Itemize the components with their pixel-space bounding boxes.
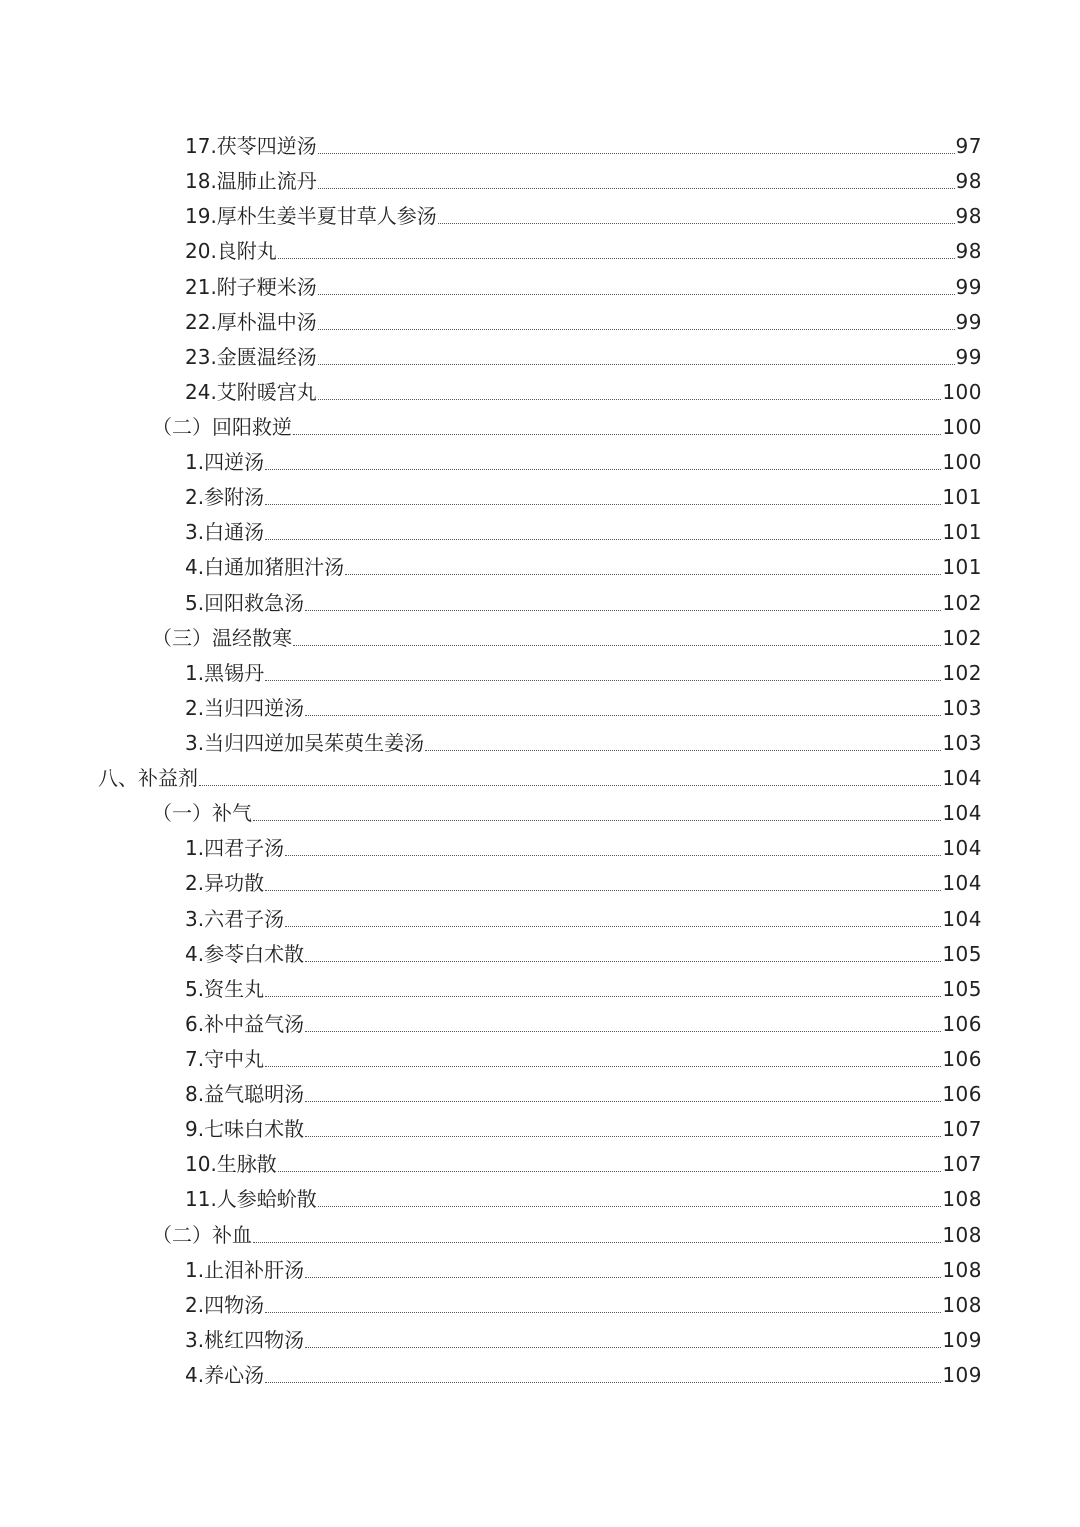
dot-leader [305, 1030, 941, 1032]
toc-entry-title: 5.资生丸 [185, 976, 265, 1001]
dot-leader [285, 925, 941, 927]
toc-entry-page-number: 105 [942, 941, 982, 966]
toc-entry-page-number: 109 [942, 1362, 982, 1387]
dot-leader [305, 1276, 941, 1278]
toc-entry[interactable] [0, 1180, 1080, 1215]
toc-entry[interactable] [0, 829, 1080, 864]
toc-entry[interactable] [0, 232, 1080, 267]
dot-leader [305, 1100, 941, 1102]
dot-leader [425, 749, 941, 751]
toc-entry-title: 18.温肺止流丹 [185, 169, 317, 194]
toc-entry[interactable] [0, 373, 1080, 408]
toc-entry-page-number: 102 [942, 590, 982, 615]
toc-entry-title: 9.七味白术散 [185, 1117, 305, 1142]
toc-entry-title: 5.回阳救急汤 [185, 590, 305, 615]
toc-entry-title: 7.守中丸 [185, 1046, 265, 1071]
toc-entry-page-number: 99 [955, 344, 982, 369]
toc-entry-page-number: 107 [942, 1152, 982, 1177]
toc-entry[interactable] [0, 583, 1080, 618]
toc-entry[interactable] [0, 1215, 1080, 1250]
toc-entry-page-number: 104 [942, 906, 982, 931]
toc-entry-page-number: 101 [942, 555, 982, 580]
toc-entry[interactable] [0, 408, 1080, 443]
dot-leader [345, 573, 941, 575]
toc-entry-title: 20.良附丸 [185, 239, 277, 264]
toc-entry[interactable] [0, 127, 1080, 162]
toc-entry-title: （一）补气 [152, 801, 252, 826]
toc-entry-page-number: 100 [942, 450, 982, 475]
toc-entry-page-number: 108 [942, 1222, 982, 1247]
toc-entry-page-number: 106 [942, 1046, 982, 1071]
dot-leader [285, 854, 941, 856]
toc-entry-page-number: 101 [942, 520, 982, 545]
dot-leader [265, 538, 941, 540]
dot-leader [318, 1205, 942, 1207]
toc-entry-title: 3.桃红四物汤 [185, 1327, 305, 1352]
toc-entry[interactable] [0, 1040, 1080, 1075]
toc-entry[interactable] [0, 1251, 1080, 1286]
toc-entry-title: 4.白通加猪胆汁汤 [185, 555, 345, 580]
toc-entry[interactable] [0, 1005, 1080, 1040]
dot-leader [278, 257, 955, 259]
dot-leader [318, 152, 955, 154]
toc-entry-title: 22.厚朴温中汤 [185, 309, 317, 334]
toc-entry[interactable] [0, 1075, 1080, 1110]
toc-entry-page-number: 103 [942, 695, 982, 720]
toc-entry-title: 2.当归四逆汤 [185, 695, 305, 720]
toc-entry-page-number: 102 [942, 660, 982, 685]
toc-entry-page-number: 104 [942, 766, 982, 791]
toc-entry[interactable] [0, 338, 1080, 373]
toc-entry[interactable] [0, 899, 1080, 934]
toc-entry[interactable] [0, 1286, 1080, 1321]
dot-leader [438, 222, 955, 224]
dot-leader [305, 714, 941, 716]
toc-entry-title: 23.金匮温经汤 [185, 344, 317, 369]
toc-entry-title: 3.当归四逆加吴茱萸生姜汤 [185, 730, 425, 755]
toc-entry[interactable] [0, 759, 1080, 794]
toc-entry[interactable] [0, 303, 1080, 338]
table-of-contents [0, 127, 1080, 1391]
toc-entry-title: 2.异功散 [185, 871, 265, 896]
toc-entry-title: 10.生脉散 [185, 1152, 277, 1177]
toc-entry-page-number: 98 [955, 239, 982, 264]
toc-entry-page-number: 98 [955, 204, 982, 229]
dot-leader [265, 1065, 941, 1067]
toc-entry-page-number: 100 [942, 379, 982, 404]
toc-entry-page-number: 100 [942, 414, 982, 439]
dot-leader [253, 1241, 941, 1243]
dot-leader [265, 468, 941, 470]
toc-entry[interactable] [0, 443, 1080, 478]
dot-leader [278, 1170, 942, 1172]
toc-entry-page-number: 108 [942, 1292, 982, 1317]
toc-entry[interactable] [0, 970, 1080, 1005]
dot-leader [305, 609, 941, 611]
dot-leader [265, 1311, 941, 1313]
toc-entry-page-number: 108 [942, 1257, 982, 1282]
toc-entry-title: 4.参苓白术散 [185, 941, 305, 966]
toc-entry-title: 1.四逆汤 [185, 450, 265, 475]
toc-entry[interactable] [0, 689, 1080, 724]
toc-entry-page-number: 99 [955, 274, 982, 299]
toc-entry[interactable] [0, 724, 1080, 759]
toc-entry-page-number: 109 [942, 1327, 982, 1352]
toc-entry-title: 8.益气聪明汤 [185, 1082, 305, 1107]
dot-leader [293, 433, 941, 435]
toc-entry[interactable] [0, 513, 1080, 548]
toc-entry-title: 1.黑锡丹 [185, 660, 265, 685]
dot-leader [265, 1381, 941, 1383]
toc-entry[interactable] [0, 162, 1080, 197]
dot-leader [253, 819, 941, 821]
toc-entry-page-number: 108 [942, 1187, 982, 1212]
dot-leader [318, 398, 942, 400]
dot-leader [199, 784, 941, 786]
toc-entry-page-number: 107 [942, 1117, 982, 1142]
toc-entry-title: 八、补益剂 [98, 766, 198, 791]
dot-leader [293, 644, 941, 646]
toc-entry[interactable] [0, 1321, 1080, 1356]
toc-entry[interactable] [0, 654, 1080, 689]
dot-leader [318, 293, 955, 295]
toc-entry[interactable] [0, 1145, 1080, 1180]
toc-entry-title: （二）补血 [152, 1222, 252, 1247]
toc-entry-title: 11.人参蛤蚧散 [185, 1187, 317, 1212]
toc-entry[interactable] [0, 1356, 1080, 1391]
toc-entry-page-number: 98 [955, 169, 982, 194]
toc-entry[interactable] [0, 1110, 1080, 1145]
dot-leader [305, 960, 941, 962]
toc-entry-title: 1.止泪补肝汤 [185, 1257, 305, 1282]
dot-leader [265, 889, 941, 891]
dot-leader [305, 1346, 941, 1348]
toc-entry-title: 6.补中益气汤 [185, 1011, 305, 1036]
toc-entry-page-number: 97 [955, 134, 982, 159]
toc-entry-title: 1.四君子汤 [185, 836, 285, 861]
toc-entry[interactable] [0, 619, 1080, 654]
toc-entry-title: 2.四物汤 [185, 1292, 265, 1317]
toc-entry[interactable] [0, 478, 1080, 513]
toc-entry-title: 3.白通汤 [185, 520, 265, 545]
dot-leader [305, 1135, 941, 1137]
toc-entry-page-number: 104 [942, 836, 982, 861]
toc-entry-page-number: 104 [942, 801, 982, 826]
dot-leader [265, 503, 941, 505]
toc-entry-page-number: 103 [942, 730, 982, 755]
toc-entry-title: （三）温经散寒 [152, 625, 292, 650]
dot-leader [265, 679, 941, 681]
toc-entry-title: （二）回阳救逆 [152, 414, 292, 439]
toc-entry[interactable] [0, 864, 1080, 899]
dot-leader [318, 328, 955, 330]
dot-leader [265, 995, 941, 997]
toc-entry-page-number: 106 [942, 1011, 982, 1036]
toc-entry-page-number: 101 [942, 485, 982, 510]
toc-entry-title: 24.艾附暖宫丸 [185, 379, 317, 404]
toc-entry-title: 2.参附汤 [185, 485, 265, 510]
toc-entry-title: 19.厚朴生姜半夏甘草人参汤 [185, 204, 437, 229]
toc-entry-page-number: 99 [955, 309, 982, 334]
toc-entry-page-number: 106 [942, 1082, 982, 1107]
toc-entry-page-number: 102 [942, 625, 982, 650]
toc-entry-title: 4.养心汤 [185, 1362, 265, 1387]
toc-entry[interactable] [0, 935, 1080, 970]
toc-entry[interactable] [0, 267, 1080, 302]
toc-entry-page-number: 105 [942, 976, 982, 1001]
toc-entry[interactable] [0, 197, 1080, 232]
toc-entry-title: 17.茯苓四逆汤 [185, 134, 317, 159]
dot-leader [318, 363, 955, 365]
toc-entry-title: 21.附子粳米汤 [185, 274, 317, 299]
toc-entry-page-number: 104 [942, 871, 982, 896]
toc-entry-title: 3.六君子汤 [185, 906, 285, 931]
toc-entry[interactable] [0, 548, 1080, 583]
toc-entry[interactable] [0, 794, 1080, 829]
dot-leader [318, 187, 955, 189]
